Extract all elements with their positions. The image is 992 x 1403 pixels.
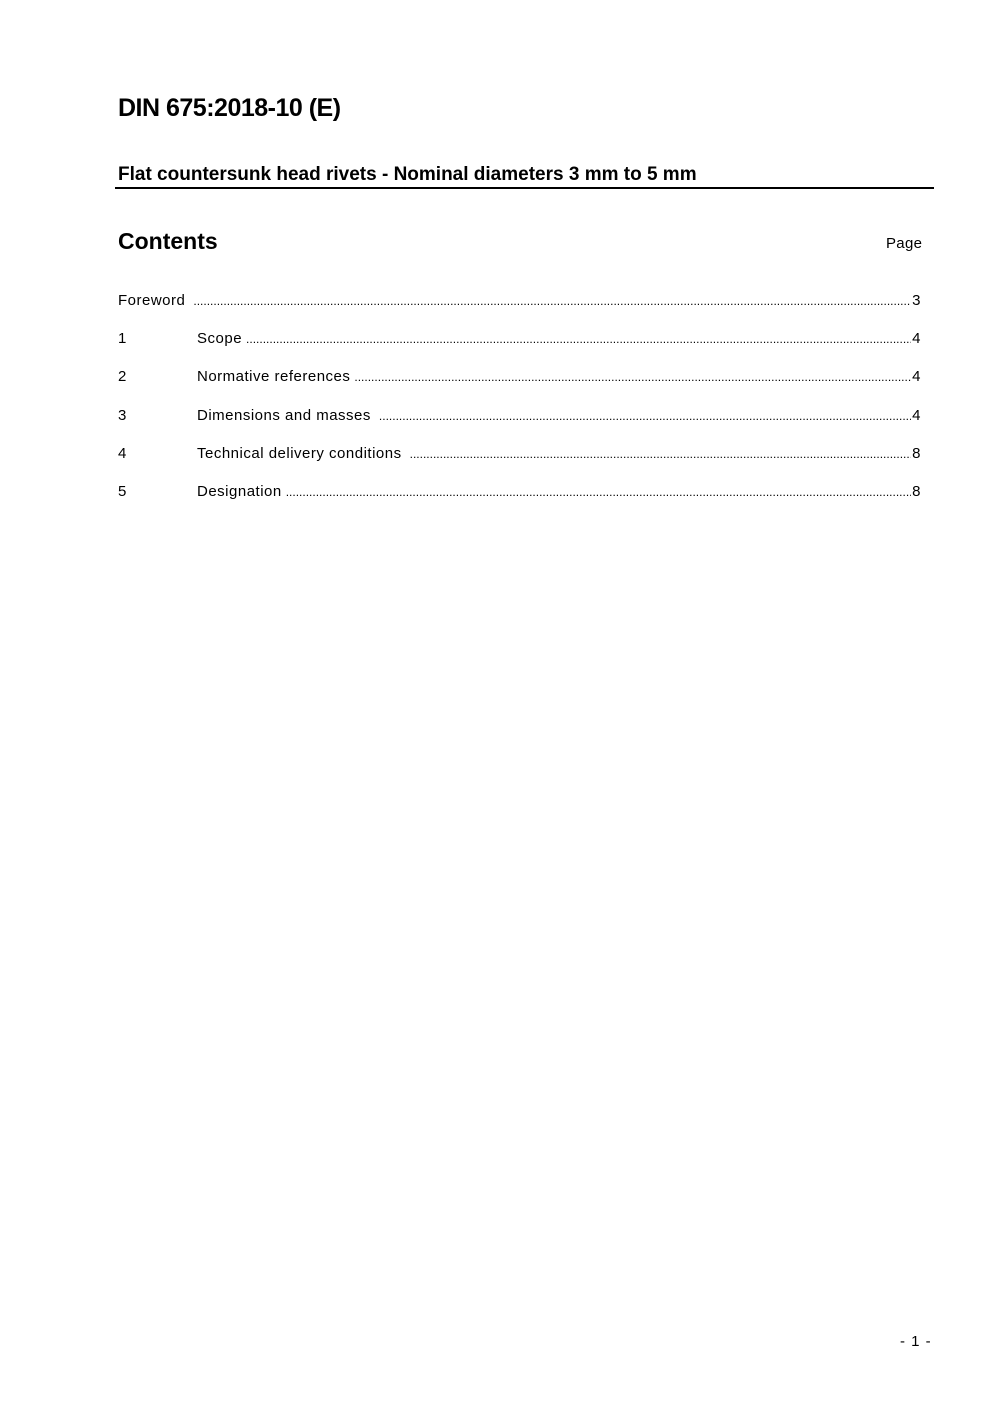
table-of-contents <box>118 292 921 521</box>
toc-entry-title: Normative references <box>197 368 351 386</box>
dot-leader <box>193 294 911 308</box>
dot-leader <box>379 409 911 423</box>
toc-entry-dimensions-and-masses[interactable] <box>118 407 921 445</box>
title-underline-rule <box>115 187 934 189</box>
page-number-footer: - 1 - <box>900 1333 932 1350</box>
toc-entry-title: Scope <box>197 330 243 348</box>
toc-entry-title: Designation <box>197 482 282 500</box>
dot-leader <box>410 447 912 461</box>
toc-entry-page: 8 <box>912 482 921 500</box>
toc-entry-number: 4 <box>118 444 127 462</box>
contents-heading: Contents <box>118 228 218 254</box>
toc-entry-page: 4 <box>912 406 921 424</box>
toc-entry-number: 2 <box>118 368 127 386</box>
toc-entry-technical-delivery-conditions[interactable] <box>118 445 921 483</box>
dot-leader <box>246 332 911 346</box>
toc-entry-foreword[interactable] <box>118 292 921 330</box>
toc-entry-number: 5 <box>118 482 127 500</box>
document-id: DIN 675:2018-10 (E) <box>118 94 341 122</box>
page-column-label: Page <box>886 235 923 252</box>
toc-entry-title: Foreword <box>118 292 186 309</box>
toc-entry-page: 4 <box>912 330 921 348</box>
document-title: Flat countersunk head rivets - Nominal diameters 3 mm to 5 mm <box>118 164 697 185</box>
dot-leader <box>354 370 911 384</box>
toc-entry-title: Technical delivery conditions <box>197 444 402 462</box>
toc-entry-designation[interactable] <box>118 483 921 521</box>
toc-entry-normative-references[interactable] <box>118 368 921 406</box>
toc-entry-page: 8 <box>912 444 921 462</box>
toc-entry-title: Dimensions and masses <box>197 406 371 424</box>
toc-entry-number: 3 <box>118 406 127 424</box>
toc-entry-scope[interactable] <box>118 330 921 368</box>
toc-entry-number: 1 <box>118 330 127 348</box>
toc-entry-page: 4 <box>912 368 921 386</box>
toc-entry-page: 3 <box>912 292 921 309</box>
dot-leader <box>286 485 911 499</box>
